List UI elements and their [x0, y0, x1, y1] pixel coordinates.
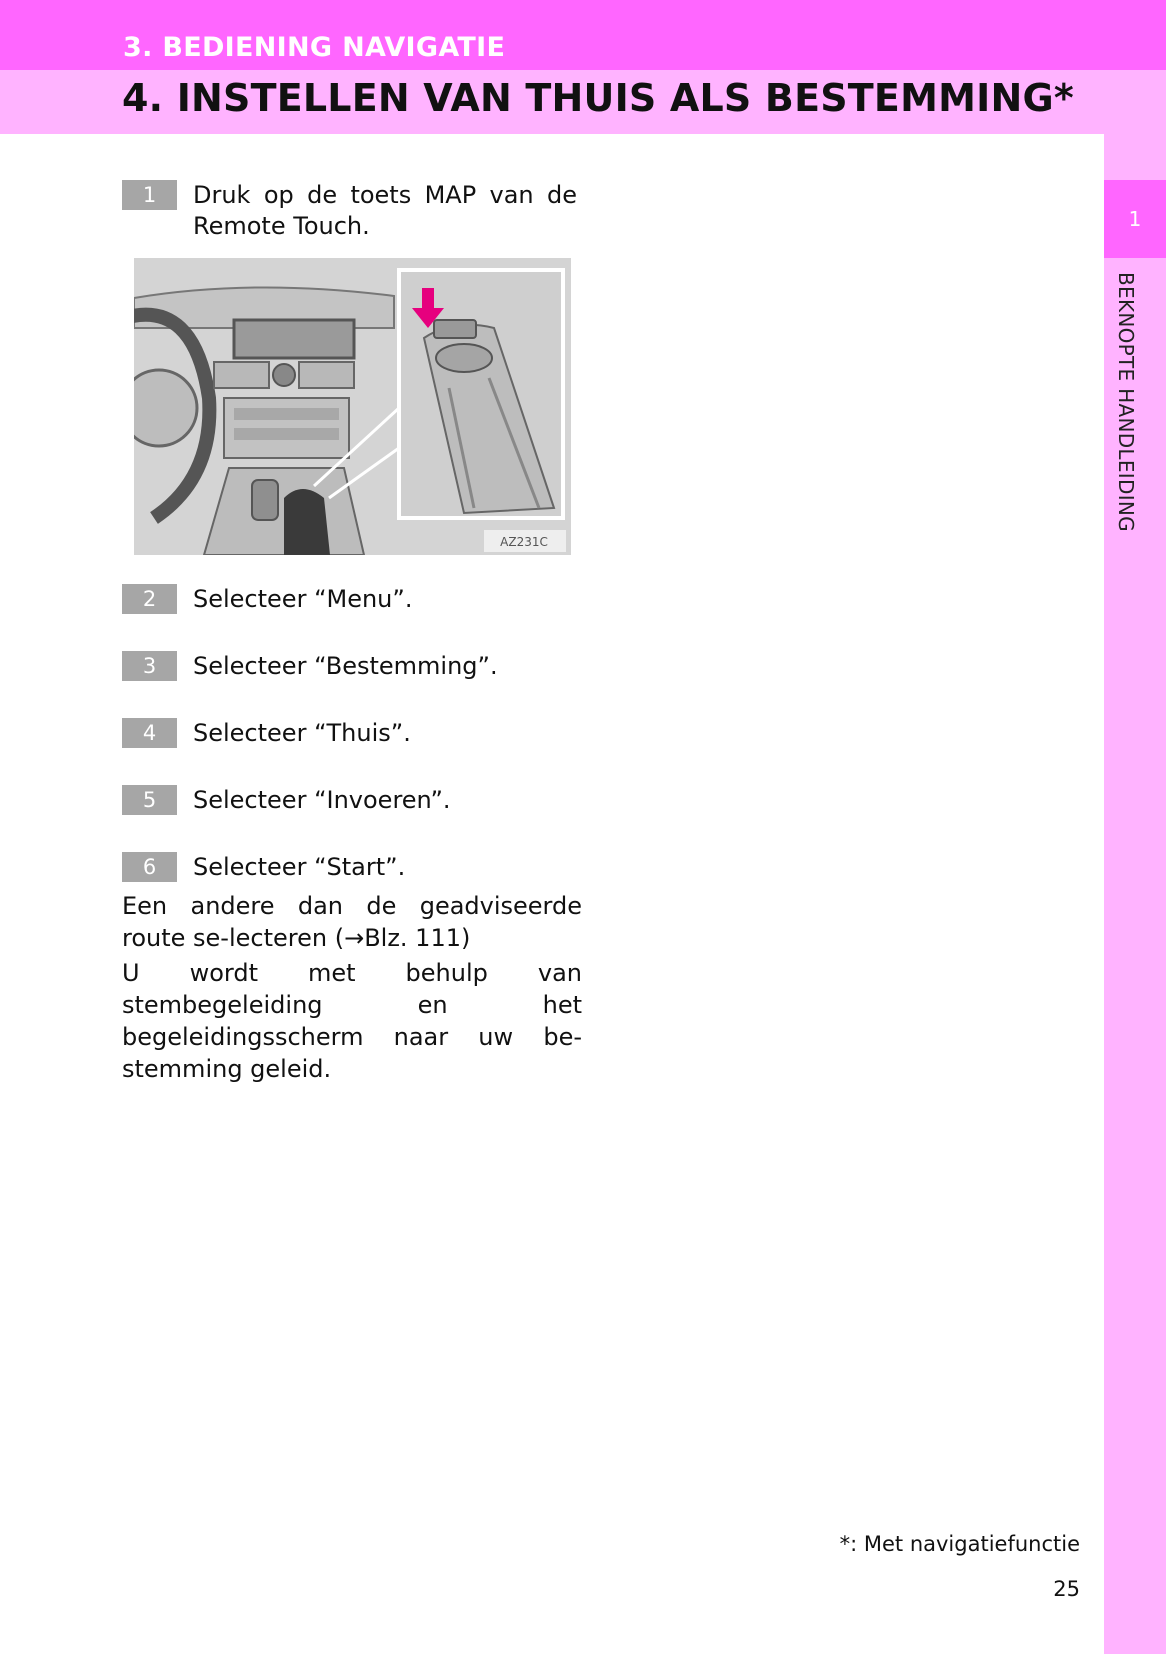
step-text: Selecteer “Start”.	[193, 853, 406, 881]
page-number: 25	[1053, 1577, 1080, 1601]
figure-code: AZ231C	[500, 535, 548, 549]
step-number-badge: 1	[122, 180, 177, 210]
step-text: Selecteer “Invoeren”.	[193, 786, 451, 814]
chapter-tab[interactable]	[1104, 180, 1166, 258]
footnote: *: Met navigatiefunctie	[839, 1532, 1080, 1556]
step-number-badge: 4	[122, 718, 177, 748]
step-number-badge: 3	[122, 651, 177, 681]
step-number-badge: 5	[122, 785, 177, 815]
note-guidance: U wordt met behulp van stembegeleiding en het begeleidingsscherm naar uw be-stemming geleid.	[122, 959, 582, 1083]
section-label: 3. BEDIENING NAVIGATIE	[123, 32, 506, 63]
step-6	[122, 852, 405, 883]
page-title: 4. INSTELLEN VAN THUIS ALS BESTEMMING*	[122, 76, 1074, 120]
remote-touch-illustration	[134, 258, 571, 555]
step-1	[122, 180, 577, 242]
step-2	[122, 584, 412, 615]
step-text: Selecteer “Thuis”.	[193, 719, 411, 747]
step-3	[122, 651, 498, 682]
step-4	[122, 718, 411, 749]
chapter-title: BEKNOPTE HANDLEIDING	[1114, 272, 1138, 532]
chapter-number: 1	[1128, 207, 1142, 231]
step-number-badge: 2	[122, 584, 177, 614]
step-text: Selecteer “Menu”.	[193, 585, 413, 613]
step-number-badge: 6	[122, 852, 177, 882]
note-alternative-route: Een andere dan de geadviseerde route se-lecteren (→Blz. 111)	[122, 892, 582, 952]
step-text: Druk op de toets MAP van de Remote Touch.	[193, 181, 577, 240]
step-5	[122, 785, 451, 816]
step-text: Selecteer “Bestemming”.	[193, 652, 498, 680]
